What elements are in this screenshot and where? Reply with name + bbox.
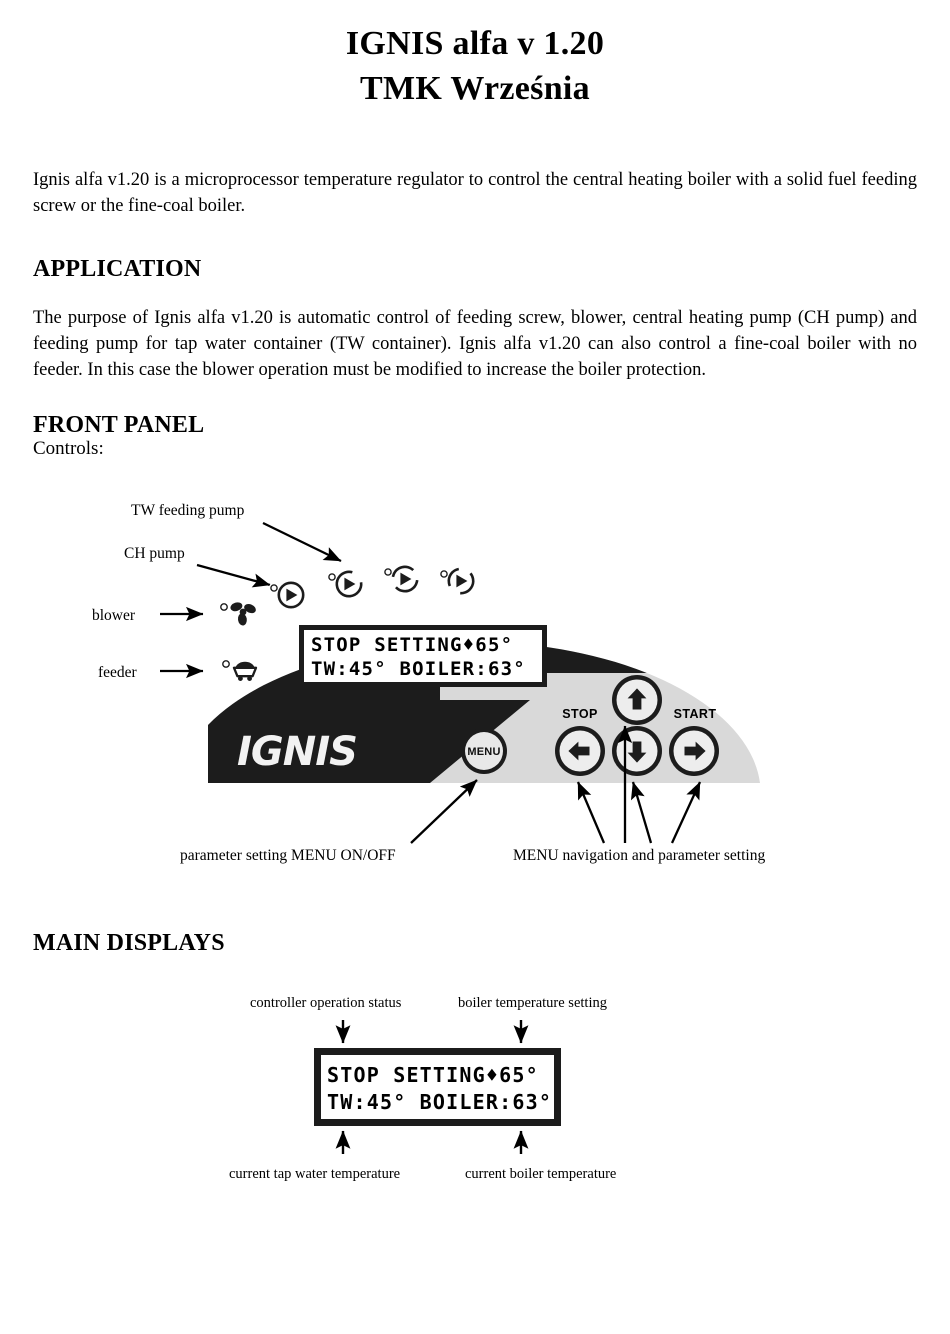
- heading-application: APPLICATION: [33, 255, 202, 282]
- indicator-pump-2[interactable]: [327, 567, 366, 601]
- indicator-pump-4[interactable]: [439, 564, 478, 598]
- brand-logo: IGNIS: [237, 729, 357, 775]
- application-paragraph: The purpose of Ignis alfa v1.20 is automatic control of feeding screw, blower, central heating pump (CH pump) and feeding pump for tap water container (TW container). Ignis alfa v1.20 can also control a fine-coal boiler with no feeder. In this case the blower operation must be modified to increase the boiler protection.: [33, 307, 917, 381]
- main-lcd-line-1: STOP SETTING♦65°: [327, 1063, 539, 1087]
- intro-paragraph: Ignis alfa v1.20 is a microprocessor temperature regulator to control the central heating boiler with a solid fuel feeding screw or the fine-coal boiler.: [33, 169, 917, 216]
- stop-button-caption: STOP: [562, 707, 598, 721]
- button-arrow-down[interactable]: [612, 726, 662, 776]
- caption-menu-navigation: MENU navigation and parameter setting: [513, 847, 766, 864]
- heading-main-displays: MAIN DISPLAYS: [33, 929, 225, 956]
- main-display-figure: [0, 980, 950, 1190]
- menu-button-label: MENU: [467, 746, 501, 758]
- callout-label-tw-feeding-pump: TW feeding pump: [131, 502, 245, 519]
- panel-lcd-line-2: TW:45° BOILER:63°: [311, 658, 526, 680]
- annotation-controller-operation-status: controller operation status: [250, 995, 402, 1011]
- indicator-feeder[interactable]: [221, 649, 265, 689]
- title-line-2: TMK Września: [360, 69, 590, 107]
- annotation-current-boiler-temperature: current boiler temperature: [465, 1166, 617, 1182]
- annotation-boiler-temperature-setting: boiler temperature setting: [458, 995, 607, 1011]
- indicator-icons-row: [269, 562, 478, 612]
- indicator-pump-1[interactable]: [269, 578, 308, 612]
- menu-button[interactable]: [461, 728, 507, 774]
- panel-lcd-line-1: STOP SETTING♦65°: [311, 634, 514, 656]
- indicator-blower[interactable]: [219, 592, 263, 632]
- main-lcd-display: [314, 1048, 561, 1126]
- button-arrow-up[interactable]: [612, 675, 662, 725]
- callout-label-feeder: feeder: [98, 664, 137, 681]
- annotation-current-tap-water-temperature: current tap water temperature: [229, 1166, 401, 1182]
- panel-lcd-display: [299, 625, 547, 687]
- start-button-caption: START: [673, 707, 717, 721]
- button-arrow-right-start[interactable]: [669, 726, 719, 776]
- caption-menu-onoff: parameter setting MENU ON/OFF: [180, 847, 396, 864]
- callout-label-ch-pump: CH pump: [124, 545, 185, 562]
- front-panel-figure: [0, 485, 950, 880]
- callout-label-blower: blower: [92, 607, 136, 624]
- main-lcd-line-2: TW:45° BOILER:63°: [327, 1090, 553, 1114]
- main-display-bottom-arrows: [343, 1131, 521, 1154]
- title-line-1: IGNIS alfa v 1.20: [345, 25, 605, 62]
- main-display-top-arrows: [343, 1020, 521, 1043]
- page-title: [0, 22, 950, 112]
- button-arrow-left-stop[interactable]: [555, 726, 605, 776]
- heading-front-panel: FRONT PANEL: [33, 411, 205, 438]
- controls-label: Controls:: [33, 438, 104, 459]
- indicator-pump-3[interactable]: [383, 562, 422, 596]
